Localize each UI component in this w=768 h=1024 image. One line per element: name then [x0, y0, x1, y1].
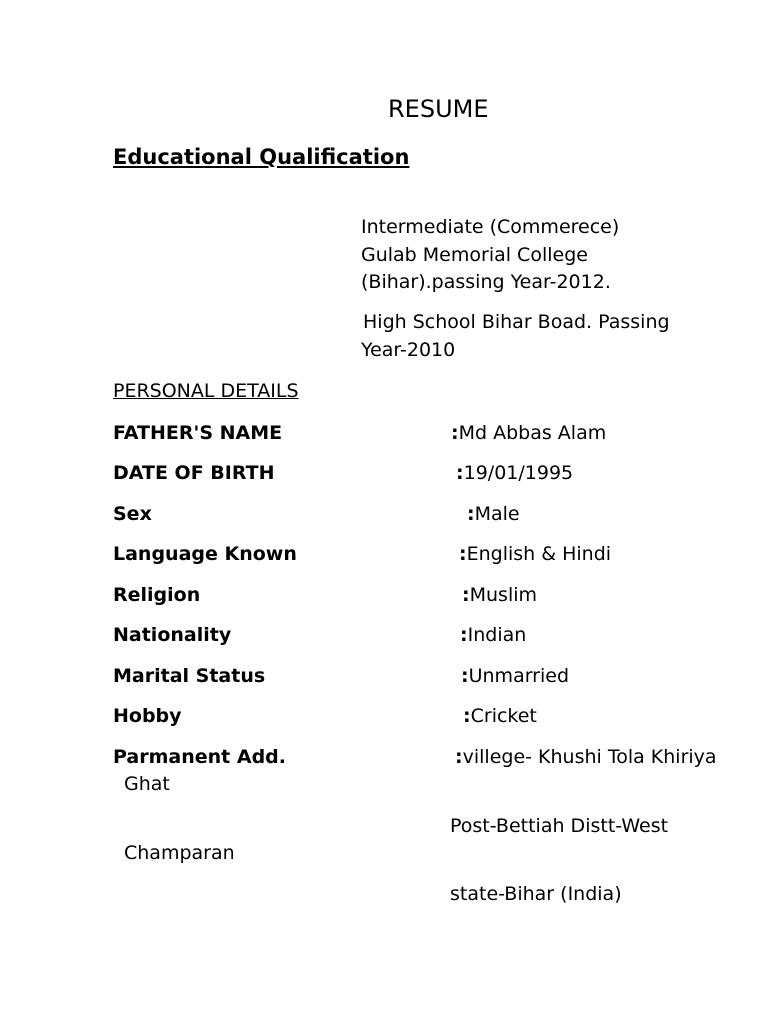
- field-value-sex: [467, 501, 520, 527]
- education-heading: Educational Qualification: [113, 145, 410, 169]
- field-label-language-known: Language Known: [113, 543, 297, 565]
- field-label-marital-status: Marital Status: [113, 665, 266, 687]
- field-value-text: English & Hindi: [466, 543, 612, 565]
- field-value-text: 19/01/1995: [463, 462, 574, 484]
- field-value-text: Male: [474, 503, 520, 525]
- field-value-text: Cricket: [470, 705, 537, 727]
- field-value-language-known: [459, 541, 611, 567]
- address-line-1: [455, 744, 717, 770]
- education-entry-line: (Bihar).passing Year-2012.: [361, 271, 611, 293]
- field-value-text: Md Abbas Alam: [458, 422, 607, 444]
- field-value-text: Muslim: [469, 584, 538, 606]
- field-colon: :: [456, 462, 464, 484]
- field-colon: :: [460, 624, 468, 646]
- field-value-text: Indian: [467, 624, 527, 646]
- field-value-date-of-birth: [456, 460, 573, 486]
- field-colon: :: [451, 422, 459, 444]
- field-label-hobby: Hobby: [113, 705, 182, 727]
- field-value-text: Unmarried: [468, 665, 570, 687]
- education-entry-line: Gulab Memorial College: [361, 243, 588, 266]
- education-entry-line: High School Bihar Boad. Passing: [363, 311, 670, 333]
- education-entry-highschool: [361, 309, 670, 364]
- address-line-1-wrap: Ghat: [124, 773, 170, 795]
- field-colon: :: [455, 746, 463, 768]
- field-label-permanent-address: Parmanent Add.: [113, 746, 286, 768]
- field-colon: :: [459, 543, 467, 565]
- address-line-2: Post-Bettiah Distt-West: [450, 815, 669, 837]
- field-value-marital-status: [461, 663, 569, 689]
- field-value-religion: [462, 582, 537, 608]
- page-title: RESUME: [388, 95, 489, 123]
- field-colon: :: [463, 705, 471, 727]
- education-entry-line: Year-2010: [361, 338, 456, 361]
- field-label-nationality: Nationality: [113, 624, 232, 646]
- education-entry-line: Intermediate (Commerece): [361, 216, 620, 238]
- field-colon: :: [462, 584, 470, 606]
- field-value-nationality: [460, 622, 526, 648]
- field-value-hobby: [463, 703, 537, 729]
- field-label-sex: Sex: [113, 503, 152, 525]
- field-value-text: villege- Khushi Tola Khiriya: [462, 746, 717, 768]
- personal-details-heading: PERSONAL DETAILS: [113, 380, 299, 402]
- field-label-religion: Religion: [113, 584, 201, 606]
- field-value-fathers-name: [451, 420, 606, 446]
- address-line-3: state-Bihar (India): [450, 883, 622, 905]
- field-label-date-of-birth: DATE OF BIRTH: [113, 462, 275, 484]
- address-line-2-wrap: Champaran: [124, 842, 235, 864]
- field-colon: :: [467, 503, 475, 525]
- field-label-fathers-name: FATHER'S NAME: [113, 422, 283, 444]
- field-colon: :: [461, 665, 469, 687]
- education-entry-intermediate: [361, 214, 619, 297]
